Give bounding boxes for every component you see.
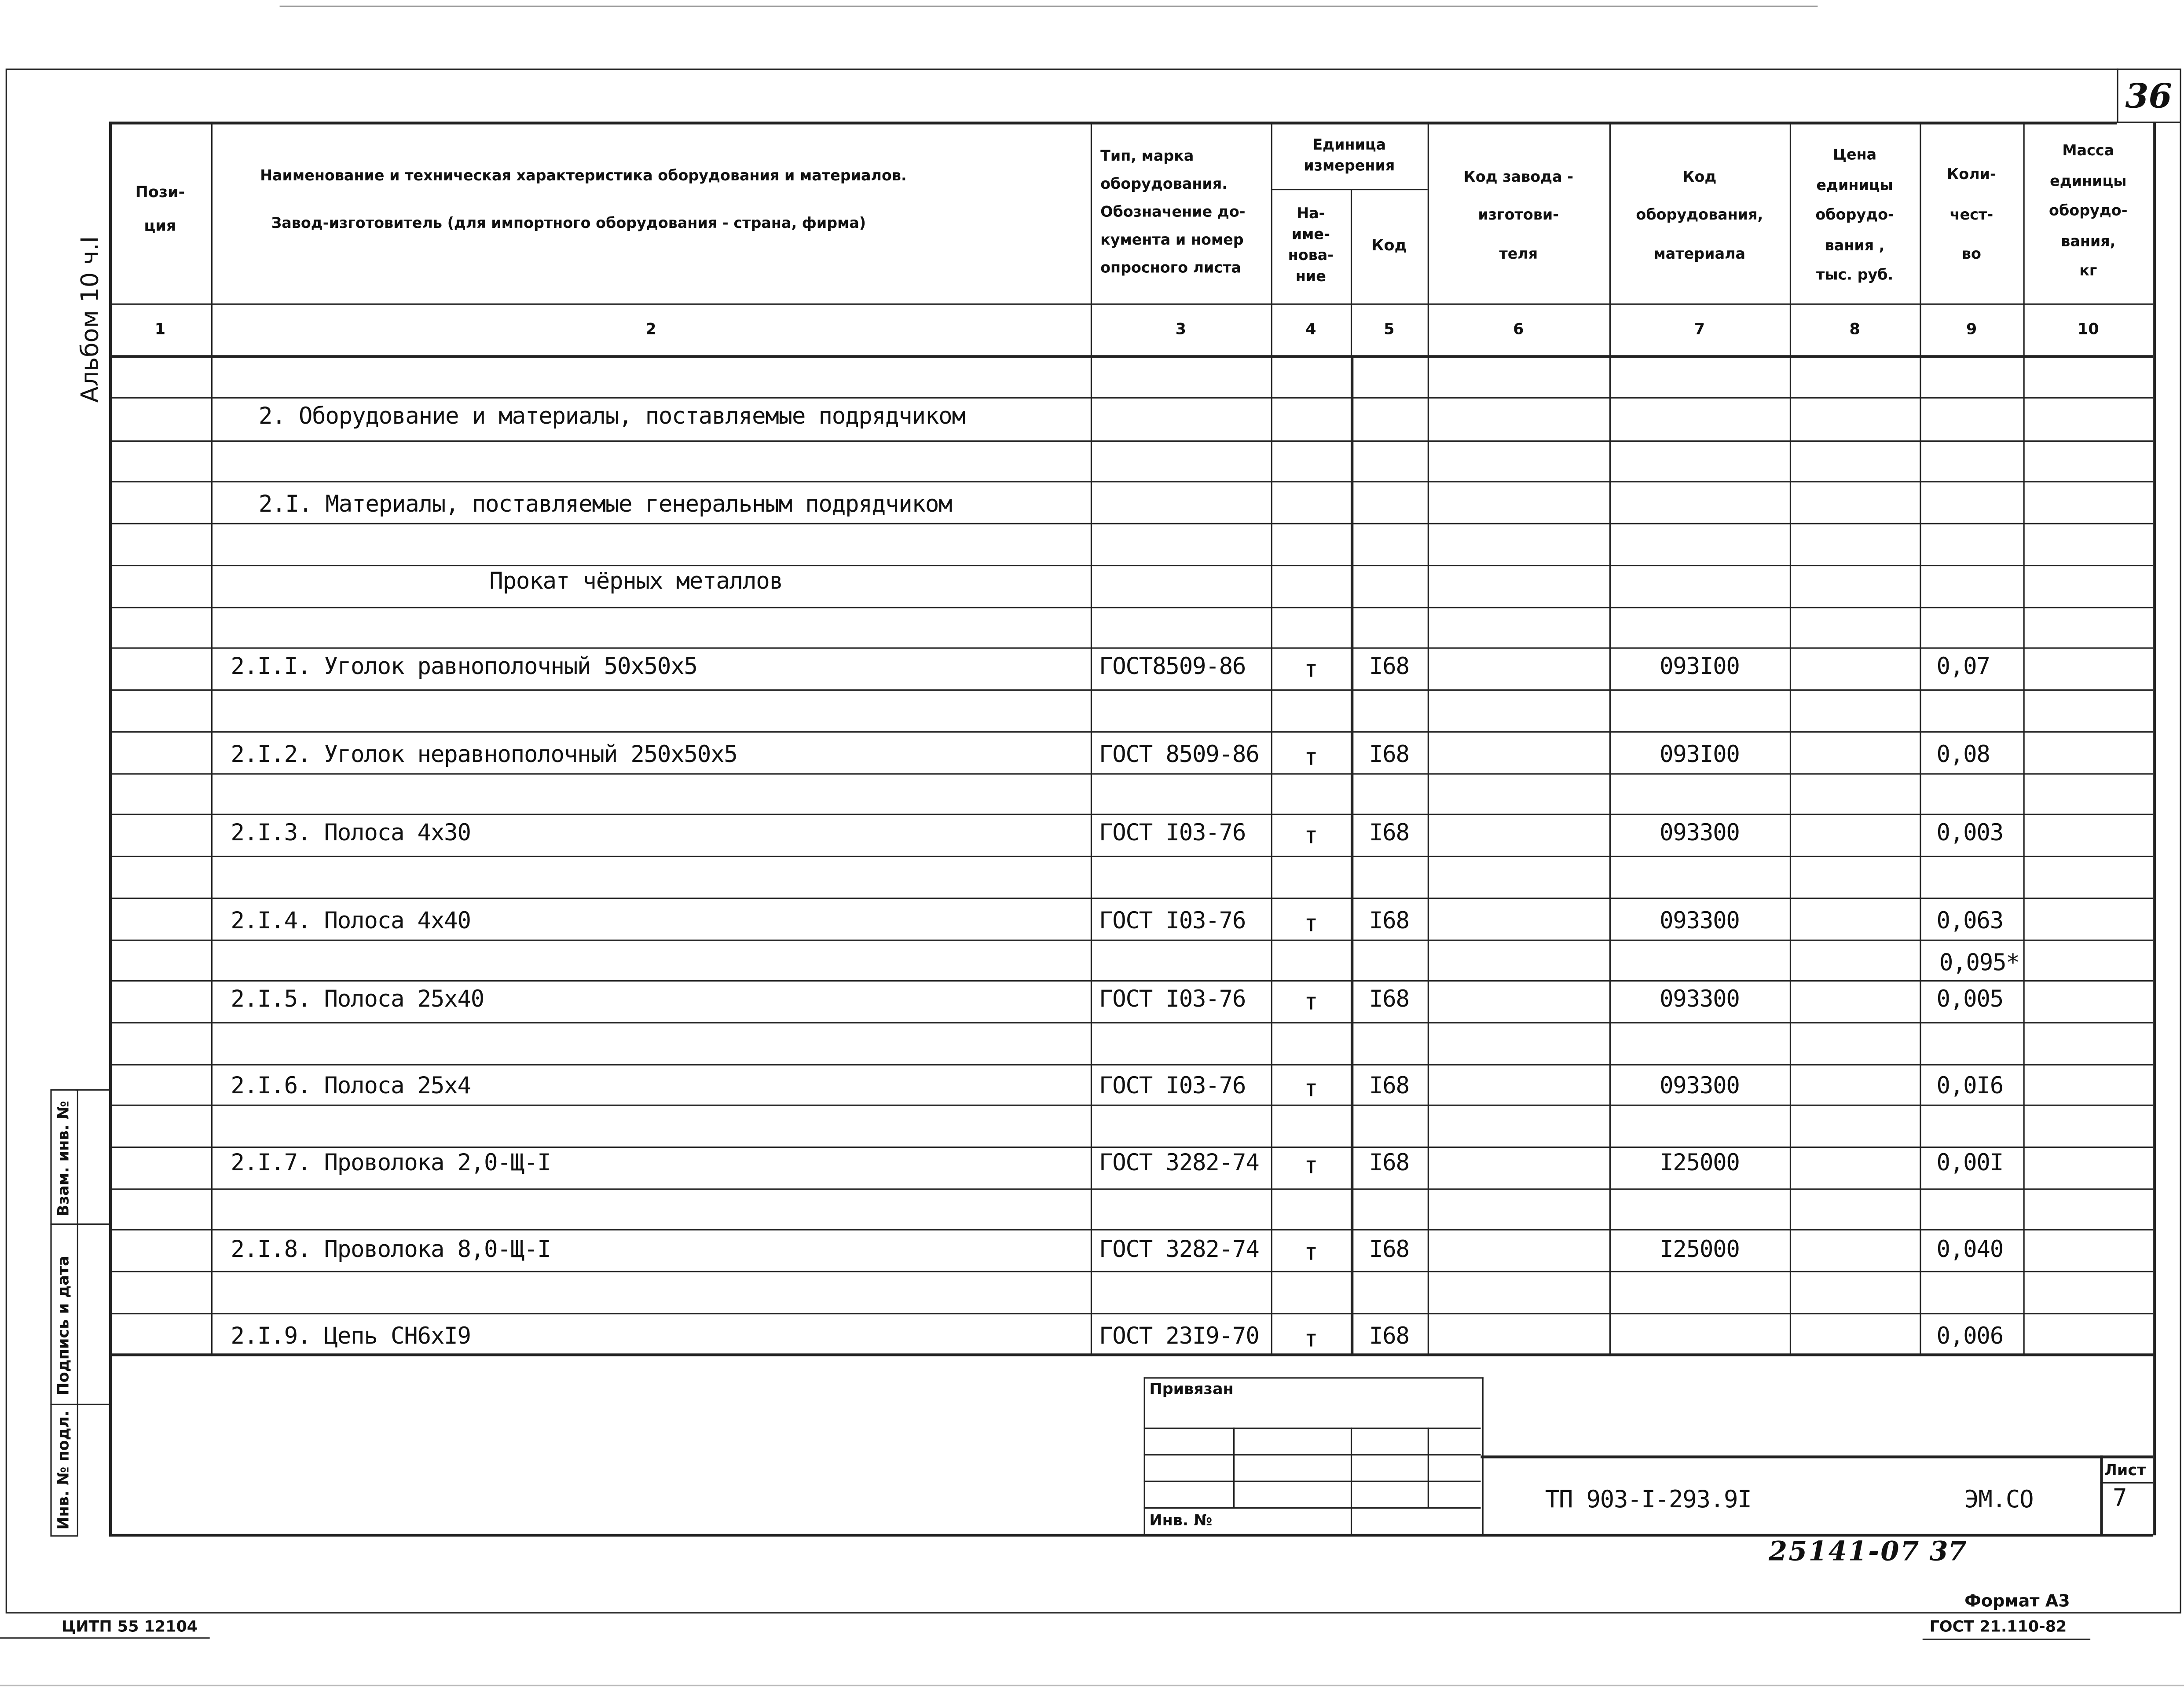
section-heading-2-1: 2.I. Материалы, поставляемые генеральным подрядчиком: [258, 491, 952, 517]
item-name: 2.I.I. Уголок равнополочный 50х50х5: [231, 653, 697, 680]
header-factory-code: Код завода - изготови- теля: [1463, 169, 1574, 263]
row-line: [109, 898, 2153, 899]
item-quantity: 0,003: [1936, 819, 2004, 846]
table-bottom-line: [109, 1353, 2153, 1356]
item-name: 2.I.3. Полоса 4х30: [231, 819, 471, 846]
col-sep: [211, 121, 213, 1356]
sheet-label: Лист: [2104, 1461, 2146, 1480]
side-stamp-signature-date: Подпись и дата: [54, 1256, 73, 1396]
handwritten-number: 25141-07: [1769, 1536, 1920, 1568]
item-material-code: 093I00: [1659, 653, 1740, 680]
item-material-code: I25000: [1659, 1236, 1740, 1263]
form-right-line: [2153, 1353, 2156, 1535]
column-number: 9: [1966, 320, 1977, 339]
column-number: 4: [1305, 320, 1316, 339]
header-position: Пози- ция: [135, 183, 185, 235]
quantity-correction: 0,095*: [1939, 949, 2019, 976]
item-unit-code: I68: [1369, 1149, 1409, 1176]
item-unit-code: I68: [1369, 986, 1409, 1012]
column-number: 10: [2078, 320, 2099, 339]
binding-row-line: [1144, 1454, 1481, 1455]
table-top-border: [109, 121, 2117, 124]
header-price: Цена единицы оборудо- вания , тыс. руб.: [1815, 147, 1894, 284]
column-number: 5: [1384, 320, 1395, 339]
item-quantity: 0,0I6: [1936, 1072, 2004, 1099]
header-bottom-line: [109, 304, 2153, 305]
column-number: 6: [1513, 320, 1524, 339]
col-sep: [1428, 121, 1429, 1356]
row-line: [109, 647, 2153, 648]
col-sep: [2023, 121, 2025, 1356]
item-quantity: 0,00I: [1936, 1149, 2004, 1176]
side-stamp-divider: [50, 1224, 109, 1225]
footer-underline: [1923, 1639, 2090, 1640]
header-mass: Масса единицы оборудо- вания, кг: [2049, 143, 2128, 280]
item-unit-code: I68: [1369, 653, 1409, 680]
footer-gost: ГОСТ 21.110-82: [1929, 1617, 2067, 1636]
row-line: [109, 1147, 2153, 1148]
footer-format: Формат А3: [1964, 1591, 2070, 1611]
row-line: [109, 565, 2153, 566]
binding-label: Привязан: [1149, 1380, 1234, 1398]
row-line: [109, 607, 2153, 608]
header-unit-name: На- име- нова- ние: [1288, 205, 1334, 286]
item-name: 2.I.8. Проволока 8,0-Щ-I: [231, 1236, 551, 1263]
column-number: 1: [154, 320, 166, 339]
row-line: [109, 1313, 2153, 1314]
item-material-code: 093300: [1659, 819, 1740, 846]
column-number: 8: [1849, 320, 1860, 339]
item-quantity: 0,006: [1936, 1323, 2004, 1349]
item-name: 2.I.7. Проволока 2,0-Щ-I: [231, 1149, 551, 1176]
item-name: 2.I.5. Полоса 25х40: [231, 986, 484, 1012]
row-line: [109, 773, 2153, 774]
item-unit: т: [1304, 1075, 1318, 1102]
item-doc: ГОСТ I03-76: [1099, 907, 1246, 934]
item-doc: ГОСТ I03-76: [1099, 1072, 1246, 1099]
sheet-number: 7: [2112, 1485, 2127, 1513]
item-unit-code: I68: [1369, 1072, 1409, 1099]
item-unit: т: [1304, 656, 1318, 682]
row-line: [109, 1105, 2153, 1106]
item-material-code: 093300: [1659, 986, 1740, 1012]
footer-underline: [0, 1637, 210, 1638]
item-unit: т: [1304, 1238, 1318, 1266]
header-type: Тип, марка оборудования. Обозначение до- кумента и номер опросного листа: [1100, 148, 1246, 277]
item-unit: т: [1304, 1325, 1318, 1352]
binding-col-line: [1351, 1428, 1352, 1534]
row-line: [109, 1271, 2153, 1272]
item-quantity: 0,005: [1936, 986, 2004, 1012]
section-heading-2: 2. Оборудование и материалы, поставляемые подрядчиком: [258, 403, 965, 429]
group-heading: Прокат чёрных металлов: [489, 568, 783, 594]
column-number: 2: [645, 320, 656, 339]
binding-row-line: [1144, 1428, 1481, 1429]
scan-edge-line: [0, 1685, 2184, 1686]
row-line: [109, 940, 2153, 941]
header-quantity: Коли- чест- во: [1947, 167, 1996, 264]
colnum-bottom-line: [109, 355, 2153, 358]
item-material-code: 093300: [1659, 1072, 1740, 1099]
side-stamp-divider: [50, 1404, 109, 1405]
title-row-line: [1481, 1455, 2154, 1458]
col-sep: [1091, 121, 1092, 1356]
document-mark: ЭМ.СО: [1964, 1486, 2034, 1514]
item-quantity: 0,08: [1936, 741, 1990, 768]
item-doc: ГОСТ 3282-74: [1099, 1149, 1259, 1176]
binding-row-line: [1144, 1481, 1481, 1482]
side-stamp-original-inv: Инв. № подл.: [54, 1411, 73, 1530]
item-unit: т: [1304, 910, 1318, 937]
item-doc: ГОСТ I03-76: [1099, 986, 1246, 1012]
scan-edge-line: [280, 6, 1818, 7]
row-line: [109, 689, 2153, 691]
item-unit: т: [1304, 822, 1318, 849]
sheet-col-line: [2100, 1455, 2103, 1534]
row-line: [109, 440, 2153, 442]
binding-col-line: [1428, 1428, 1429, 1507]
page-number-handwritten: 36: [2125, 75, 2172, 116]
binding-col-line: [1233, 1428, 1235, 1507]
item-unit-code: I68: [1369, 907, 1409, 934]
row-line: [109, 523, 2153, 524]
album-label: Альбом 10 ч.I: [77, 236, 105, 403]
handwritten-number-2: 37: [1929, 1536, 1967, 1568]
item-doc: ГОСТ8509-86: [1099, 653, 1246, 680]
item-unit-code: I68: [1369, 1236, 1409, 1263]
item-unit-code: I68: [1369, 741, 1409, 768]
header-name-line1: Наименование и техническая характеристика оборудования и материалов.: [260, 168, 907, 185]
row-line: [109, 814, 2153, 815]
item-unit-code: I68: [1369, 1323, 1409, 1349]
row-line: [109, 397, 2153, 399]
item-name: 2.I.4. Полоса 4х40: [231, 907, 471, 934]
item-name: 2.I.9. Цепь СН6хI9: [231, 1323, 471, 1349]
item-quantity: 0,063: [1936, 907, 2004, 934]
row-line: [109, 1188, 2153, 1190]
footer-print-code: ЦИТП 55 12104: [61, 1617, 198, 1636]
item-material-code: 093300: [1659, 907, 1740, 934]
row-line: [109, 731, 2153, 733]
header-unit-code: Код: [1371, 236, 1407, 255]
col-sep: [1920, 121, 1921, 1356]
header-name-line2: Завод-изготовитель (для импортного оборудования - страна, фирма): [271, 215, 866, 232]
row-line: [109, 1064, 2153, 1065]
item-quantity: 0,07: [1936, 653, 1990, 680]
column-number: 7: [1694, 320, 1705, 339]
item-quantity: 0,040: [1936, 1236, 2004, 1263]
item-material-code: I25000: [1659, 1149, 1740, 1176]
side-stamp-inner: [76, 1089, 109, 1535]
item-unit: т: [1304, 1152, 1318, 1179]
header-material-code: Код оборудования, материала: [1636, 169, 1763, 263]
sheet-label-line: [2100, 1482, 2153, 1484]
inventory-number-label: Инв. №: [1149, 1511, 1213, 1530]
item-doc: ГОСТ 8509-86: [1099, 741, 1259, 768]
side-stamp-replacement-inv: Взам. инв. №: [54, 1100, 73, 1216]
item-unit-code: I68: [1369, 819, 1409, 846]
item-doc: ГОСТ I03-76: [1099, 819, 1246, 846]
row-line: [109, 980, 2153, 982]
row-line: [109, 1022, 2153, 1023]
document-code: ТП 903-I-293.9I: [1545, 1486, 1752, 1514]
header-unit-group: Единица измерения: [1304, 137, 1395, 175]
item-doc: ГОСТ 3282-74: [1099, 1236, 1259, 1263]
item-unit: т: [1304, 744, 1318, 771]
item-unit: т: [1304, 988, 1318, 1015]
item-material-code: 093I00: [1659, 741, 1740, 768]
binding-row-line: [1144, 1507, 1481, 1509]
row-line: [109, 481, 2153, 482]
item-doc: ГОСТ 23I9-70: [1099, 1323, 1259, 1349]
unit-group-split: [1271, 189, 1428, 190]
table-right-border: [2153, 121, 2156, 1356]
item-name: 2.I.6. Полоса 25х4: [231, 1072, 471, 1099]
row-line: [109, 1229, 2153, 1230]
col-sep: [1790, 121, 1791, 1356]
row-line: [109, 856, 2153, 857]
item-name: 2.I.2. Уголок неравнополочный 250х50х5: [231, 741, 737, 768]
column-number: 3: [1175, 320, 1186, 339]
